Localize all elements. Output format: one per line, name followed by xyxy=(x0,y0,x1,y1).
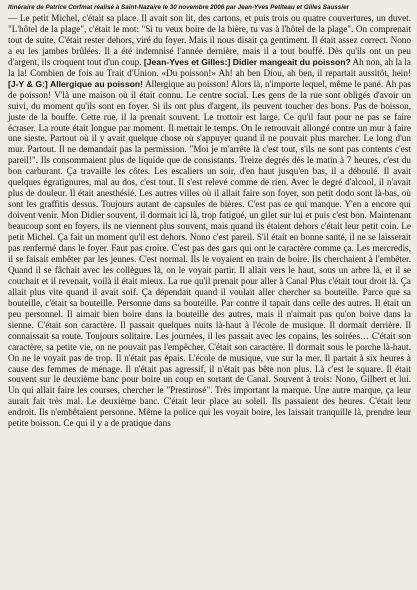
body-segment: — Le petit Michel, c'était sa place. Il avait son lit, des cartons, et puis trois ou quatre couvertures, un duvet. "L'hôtel de la plage", c'était le mot: "Si tu veux boire de la bière, tu vas à l'hôtel de la plage". On comprenait tout de suite. C'était rester dehors, viré du foyer. Mais il nous disait ça gentiment. Il était assez correct. Nono a eu les jambes brûlées. Il a été indemnisé l'année dernière, mais il a tout bouffé. Dès qu'ils ont un peu d'argent, ils croquent tout d'un coup. xyxy=(8,13,411,67)
document-header: Itinéraire de Patrice Corfmat réalisé à Saint-Nazaire le 30 novembre 2006 par Jean-Yves Petiteau et Gilles Saussier xyxy=(8,4,350,11)
body-segment: Ah non, ah la la la la! Combien de fois au Trait d'Union. «Du poisson!» Ah! ah ben Diou, ah ben, il repartait aussitôt, hein! xyxy=(8,56,412,78)
interviewer-question: [Jean-Yves et Gilles:] Didier mangeait du poisson? xyxy=(143,56,351,67)
interviewer-question: [J-Y & G:] Allergique au poisson! xyxy=(8,78,143,89)
body-segment: Allergique au poisson! Alors là, n'importe lequel, même le pané. Ah pas de poisson! V'là une maison où il était connu. Le centre social. Les gens de la rue sont obligés d'avoir un suivi, du moment qu'ils sont en foyer. Si ils ont plus d'argent, ils peuvent toucher des bons. Pas de boisson, juste de la bouffe. Cette rue, il la prenait souvent. Le trottoir est large. Ce qu'il faut pour ne pas se faire écraser. La route était longue par moment. Il mettait le temps. On le retrouvait allongé contre un mur à faire une sieste. Partout où il y avait quelque chose où s'appuyer quand il ne pouvait plus marcher. Le long d'un mur. Partout. Il ne demandait pas la permission. "Moi je m'arrête là c'est tout, s'ils ne sont pas contents c'est pareil!". Ils consommaient plus de liquide que de consistants. Treize degrés dès le matin à 7 heures, c'est du bon carburant. Ça travaille les côtes. Les escaliers un soir, d'en haut jusqu'en bas, il a déboulé. Il avait quelques égratignures, mal au dos, c'est tout. Il s'est relevé comme de rien. Avec le degré d'alcool, il n'avait plus de douleur. Il était anesthésié. Les autres villes où il allait faire son foyer, son petit dodo sont là-bas, où sont les graffitis dessus. Toujours autant de capsules de bières. C'est pas ce qui manque. Y'en a encore qui doivent venir. Mon Didier souvent, il dormait ici là, trop fatigué, un gilet sur lui et puis c'est bon. Maintenant beaucoup sont en foyers, ils ne viennent plus souvent, mais quand ils étaient dehors c'était leur petit coin. Le petit Michel. Ça fait un moment qu'il est dehors. Nono c'est pareil. S'il était en bonne santé, il ne se laisserait pas renfermé dans le foyer. Faut pas croire. C'est pas des gars qui ont le caractère comme ça. Les mercredis, il se faisait embêter par les jeunes. C'est normal. Ils le voyaient en train de boire. Ils cherchaient à l'embêter. Quand il se fâchait avec les collègues là, on le voyait partir. Il allait vers le haut, sous un arbre là, et il se couchait et il revenait, voilà il était mieux. La rue qu'il prenait pour aller à Canal Plus c'était tout droit là. Ça allait plus vite quand il avait soif. Ça dépendait quand il voulait aller chercher sa bouteille. Parce que sa bouteille, c'était sa bouteille. Personne dans sa bouteille. Par contre il tapait dans celle des autres. Il était un peu personnel. Il aimait bien boire dans la bouteille des autres, mais il n'aimait pas qu'on boive dans la sienne. C'était son caractère. Il passait quelques nuits là-haut à l'école de musique. Il dormait derrière. Il connaissait sa route. Toujours solitaire. Les journées, il les passait avec les copains, les soirées… C'était son caractère, sa petite vie, on ne pouvait pas l'empêcher. C'était son caractère. Il dormait sous le porche là-haut. On ne le voyait pas de trop. Il n'était pas épais. L'école de musique, vue sur la mer. Il partait à six heures à cause des femmes de ménage. Il n'était pas agressif, il n'était pas bête non plus. Là c'est le square. Il était souvent sur le deuxième banc pour boire un coup en sortant de Canal. Souvent à trois: Nono, Gilbert et lui. Un qui allait faire les courses, chercher le "Prestirosé". Très important la marque. Une autre marque, ça leur aurait fait très mal. Le deuxième banc. C'était leur place au soleil. Ils passaient des heures. C'était leur endroit. Ils n'embêtaient personne. Même la police qui les voyait boire, les laissait tranquille là, prendre leur petite boisson. Ce qui il y a de pratique dans xyxy=(8,78,411,429)
document-body xyxy=(8,13,411,429)
